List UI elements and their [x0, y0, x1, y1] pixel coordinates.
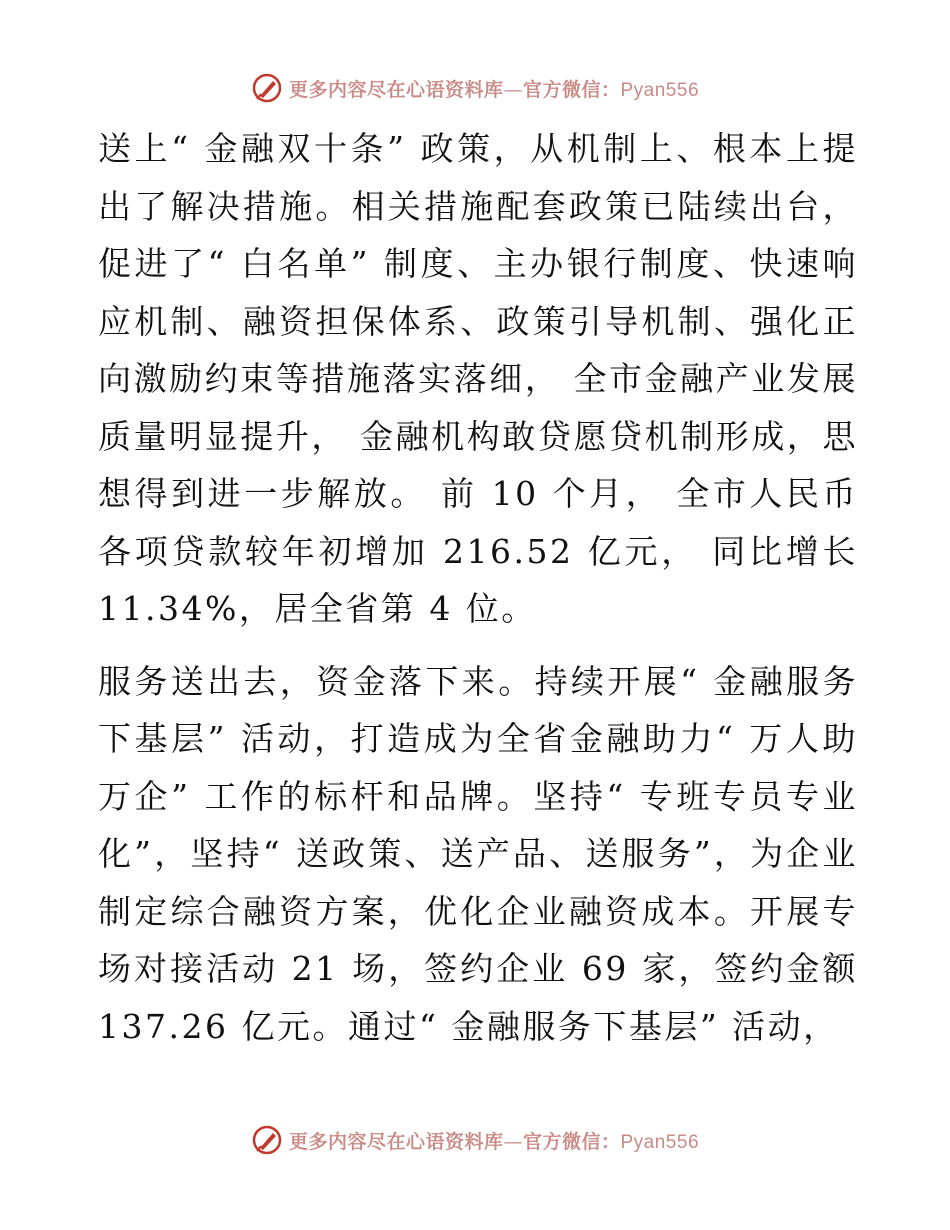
watermark-text: 更多内容尽在心语资料库—官方微信：Pyan556 — [288, 78, 700, 101]
document-body — [98, 120, 858, 1055]
footer-watermark — [0, 1120, 950, 1160]
header-watermark — [0, 68, 950, 108]
watermark-text: 更多内容尽在心语资料库—官方微信：Pyan556 — [288, 1130, 700, 1153]
paragraph-1: 送上“ 金融双十条” 政策，从机制上、根本上提出了解决措施。相关措施配套政策已陆续出台，促进了“ 白名单” 制度、主办银行制度、快速响应机制、融资担保体系、政策引导机制、强化正向激励约束等措施落实落细， 全市金融产业发展质量明显提升， 金融机构敢贷愿贷机制形成，思想得到进一步解放。 前 10 个月， 全市人民币各项贷款较年初增加 216.52 亿元， 同比增长 11.34%，居全省第 4 位。 — [98, 129, 858, 628]
quill-logo-icon — [251, 72, 283, 104]
paragraph-2: 服务送出去，资金落下来。持续开展“ 金融服务下基层” 活动，打造成为全省金融助力“ 万人助万企” 工作的标杆和品牌。坚持“ 专班专员专业化”，坚持“ 送政策、送产品、送服务”，为企业制定综合融资方案，优化企业融资成本。开展专场对接活动 21 场，签约企业 69 家，签约金额 137.26 亿元。通过“ 金融服务下基层” 活动， — [98, 661, 858, 1046]
quill-logo-icon — [251, 1124, 283, 1156]
